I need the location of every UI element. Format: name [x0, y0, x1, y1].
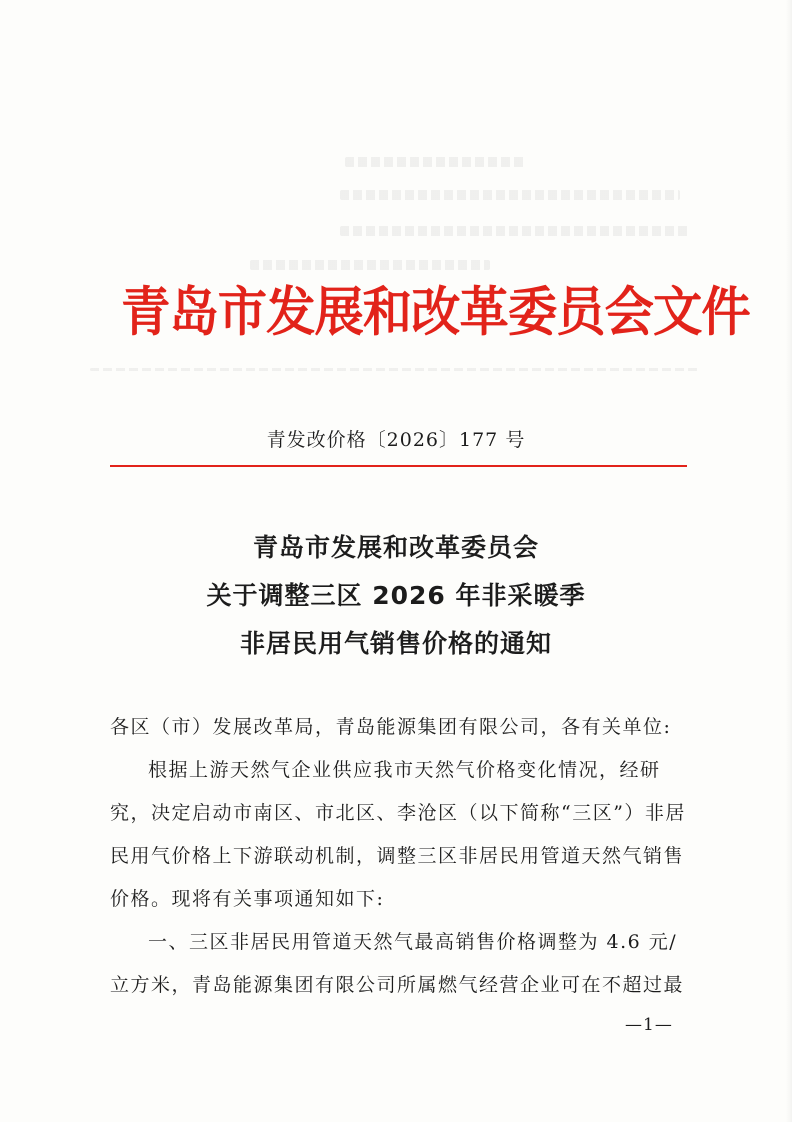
- bleed-through-line: [340, 226, 690, 236]
- bleed-through-line: [250, 260, 490, 270]
- agency-header-title: 青岛市发展和改革委员会文件: [121, 282, 750, 343]
- body-text-line: 究，决定启动市南区、市北区、李沧区（以下简称“三区”）非居: [110, 802, 686, 824]
- document-title-line: 青岛市发展和改革委员会: [252, 533, 539, 562]
- page-number: —1—: [625, 1015, 673, 1035]
- bleed-through-line: [345, 157, 525, 167]
- document-title-line: 关于调整三区 2026 年非采暖季: [206, 581, 586, 610]
- body-text-line: 一、三区非居民用管道天然气最高销售价格调整为 4.6 元/: [148, 931, 678, 953]
- salutation-line: 各区（市）发展改革局，青岛能源集团有限公司，各有关单位:: [110, 716, 672, 738]
- body-text-line: 根据上游天然气企业供应我市天然气价格变化情况，经研: [148, 759, 661, 781]
- body-text-line: 立方米，青岛能源集团有限公司所属燃气经营企业可在不超过最: [110, 974, 685, 996]
- document-title-line: 非居民用气销售价格的通知: [239, 629, 552, 658]
- body-text-line: 价格。现将有关事项通知如下:: [110, 888, 385, 910]
- bleed-through-line: [90, 368, 700, 371]
- body-text-line: 民用气价格上下游联动机制，调整三区非居民用管道天然气销售: [110, 845, 685, 867]
- scan-edge-shadow: [786, 0, 792, 1122]
- red-divider-line: [110, 465, 687, 467]
- document-number: 青发改价格〔2026〕177 号: [266, 429, 526, 451]
- bleed-through-line: [340, 190, 680, 200]
